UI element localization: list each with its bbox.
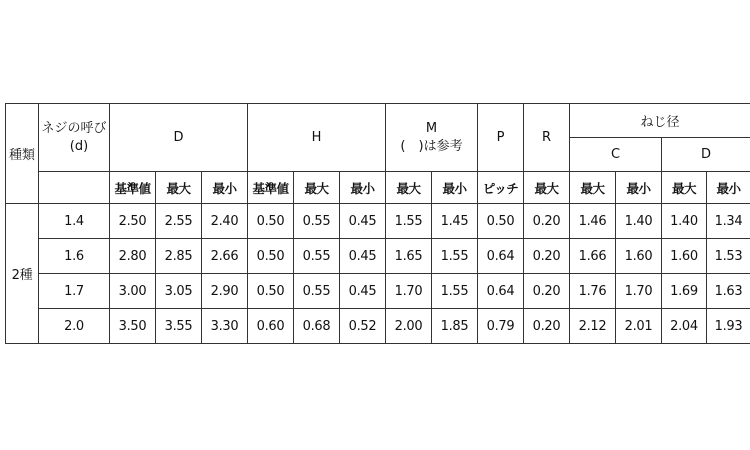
header-M-min: 最小	[432, 172, 478, 204]
cell-D2-max: 1.40	[662, 204, 707, 239]
cell-H-std: 0.50	[248, 204, 294, 239]
cell-P: 0.64	[478, 239, 524, 274]
header-D2-max: 最大	[662, 172, 707, 204]
header-R-max: 最大	[524, 172, 570, 204]
cell-H-max: 0.55	[294, 204, 340, 239]
cell-D-max: 3.55	[156, 309, 202, 344]
header-kind: 種類	[6, 104, 39, 204]
cell-D2-min: 1.34	[707, 204, 750, 239]
cell-M-max: 1.70	[386, 274, 432, 309]
cell-M-min: 1.45	[432, 204, 478, 239]
kind-cell: 2種	[6, 204, 39, 344]
header-D-std: 基準値	[110, 172, 156, 204]
cell-D-max: 3.05	[156, 274, 202, 309]
cell-D-min: 2.90	[202, 274, 248, 309]
cell-C-min: 1.40	[616, 204, 662, 239]
header-D: D	[110, 104, 248, 172]
cell-C-min: 1.60	[616, 239, 662, 274]
cell-D-max: 2.85	[156, 239, 202, 274]
header-M	[386, 104, 478, 172]
cell-R: 0.20	[524, 204, 570, 239]
cell-D2-max: 2.04	[662, 309, 707, 344]
cell-d: 1.7	[39, 274, 110, 309]
cell-H-std: 0.50	[248, 239, 294, 274]
cell-H-max: 0.55	[294, 239, 340, 274]
cell-D2-min: 1.53	[707, 239, 750, 274]
cell-D-min: 3.30	[202, 309, 248, 344]
cell-D-max: 2.55	[156, 204, 202, 239]
spec-table-container	[5, 103, 746, 344]
cell-R: 0.20	[524, 239, 570, 274]
cell-H-std: 0.60	[248, 309, 294, 344]
header-nominal-line2: (d)	[69, 138, 89, 154]
header-H: H	[248, 104, 386, 172]
cell-P: 0.50	[478, 204, 524, 239]
cell-D-std: 3.50	[110, 309, 156, 344]
header-H-max: 最大	[294, 172, 340, 204]
cell-C-min: 2.01	[616, 309, 662, 344]
cell-M-min: 1.55	[432, 239, 478, 274]
cell-R: 0.20	[524, 274, 570, 309]
cell-M-min: 1.85	[432, 309, 478, 344]
cell-H-min: 0.45	[340, 274, 386, 309]
header-nominal	[39, 104, 110, 172]
header-P: P	[478, 104, 524, 172]
cell-D-std: 3.00	[110, 274, 156, 309]
cell-R: 0.20	[524, 309, 570, 344]
header-C: C	[570, 138, 662, 172]
table-row	[6, 204, 750, 239]
cell-D-std: 2.50	[110, 204, 156, 239]
cell-H-min: 0.52	[340, 309, 386, 344]
cell-M-max: 2.00	[386, 309, 432, 344]
header-D-min: 最小	[202, 172, 248, 204]
header-R: R	[524, 104, 570, 172]
header-C-max: 最大	[570, 172, 616, 204]
cell-M-max: 1.65	[386, 239, 432, 274]
cell-H-min: 0.45	[340, 204, 386, 239]
header-H-min: 最小	[340, 172, 386, 204]
cell-C-max: 2.12	[570, 309, 616, 344]
cell-d: 2.0	[39, 309, 110, 344]
header-M-line1: M	[425, 120, 438, 136]
cell-P: 0.79	[478, 309, 524, 344]
cell-C-max: 1.66	[570, 239, 616, 274]
cell-D-std: 2.80	[110, 239, 156, 274]
header-thread-diameter: ねじ径	[570, 104, 750, 138]
header-empty-cell	[39, 172, 110, 204]
cell-D2-min: 1.63	[707, 274, 750, 309]
header-row-1	[6, 104, 750, 138]
cell-H-max: 0.55	[294, 274, 340, 309]
header-D2: D	[662, 138, 750, 172]
cell-H-max: 0.68	[294, 309, 340, 344]
cell-M-min: 1.55	[432, 274, 478, 309]
cell-d: 1.4	[39, 204, 110, 239]
cell-C-max: 1.76	[570, 274, 616, 309]
header-M-max: 最大	[386, 172, 432, 204]
table-row	[6, 309, 750, 344]
cell-D2-min: 1.93	[707, 309, 750, 344]
cell-P: 0.64	[478, 274, 524, 309]
cell-D2-max: 1.60	[662, 239, 707, 274]
cell-M-max: 1.55	[386, 204, 432, 239]
header-D2-min: 最小	[707, 172, 750, 204]
header-P-pitch: ピッチ	[478, 172, 524, 204]
screw-spec-table	[5, 103, 750, 344]
header-row-3	[6, 172, 750, 204]
cell-D2-max: 1.69	[662, 274, 707, 309]
header-M-line2: ( )は参考	[400, 138, 463, 154]
cell-C-min: 1.70	[616, 274, 662, 309]
cell-D-min: 2.66	[202, 239, 248, 274]
header-nominal-line1: ネジの呼び	[41, 120, 107, 136]
header-C-min: 最小	[616, 172, 662, 204]
cell-H-min: 0.45	[340, 239, 386, 274]
table-row	[6, 274, 750, 309]
header-D-max: 最大	[156, 172, 202, 204]
table-row	[6, 239, 750, 274]
cell-C-max: 1.46	[570, 204, 616, 239]
cell-H-std: 0.50	[248, 274, 294, 309]
header-H-std: 基準値	[248, 172, 294, 204]
cell-d: 1.6	[39, 239, 110, 274]
cell-D-min: 2.40	[202, 204, 248, 239]
